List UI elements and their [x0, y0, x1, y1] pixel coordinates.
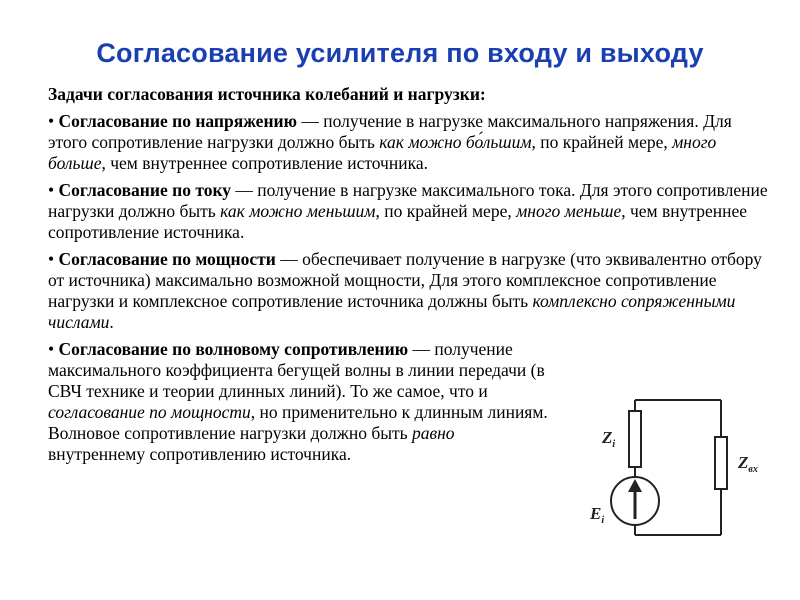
bullet-marker: •	[48, 111, 55, 131]
bullet-emphasis: согласование по мощности	[48, 402, 251, 422]
bullet-marker: •	[48, 249, 55, 269]
zi-label: $Z_i$	[602, 428, 616, 450]
bullet-marker: •	[48, 339, 55, 359]
bullet-emphasis: как можно меньшим	[220, 201, 376, 221]
bullet-term: Согласование по току	[58, 180, 232, 200]
bullet-text: , чем внутреннее сопротивление источника.	[101, 153, 428, 173]
bullet-text: , по крайней мере,	[531, 132, 673, 152]
bullet-term: Согласование по напряжению	[58, 111, 297, 131]
bullet-wave-impedance-matching	[48, 339, 548, 465]
bullet-text: — получение в нагрузке максимального напряжения. Для этого сопротивление нагрузки должно быть	[48, 111, 732, 152]
load-impedance-resistor	[715, 437, 727, 489]
bullet-current-matching	[48, 180, 768, 243]
bullet-voltage-matching	[48, 111, 768, 174]
bullet-marker: •	[48, 180, 55, 200]
slide-title: Согласование усилителя по входу и выходу	[96, 38, 704, 68]
bullet-text: , но применительно к длинным линиям. Волновое сопротивление нагрузки должно быть	[48, 402, 548, 443]
bullet-text: , по крайней мере,	[375, 201, 517, 221]
circuit-diagram	[588, 393, 778, 543]
bullet-text: — обеспечивает получение в нагрузке (что эквивалентно отбору от источника) максимально возможной мощности, Для этого комплексное сопротивление нагрузки и комплексное сопротивление источника должны быть	[48, 249, 762, 311]
source-impedance-resistor	[629, 411, 641, 467]
bullet-text: — получение максимального коэффициента бегущей волны в линии передачи (в СВЧ технике и теории длинных линий). То же самое, что и	[48, 339, 545, 401]
bullet-text: — получение в нагрузке максимального тока. Для этого сопротивление нагрузки должно быть	[48, 180, 768, 221]
bullet-text: внутреннему сопротивлению источника.	[48, 444, 352, 464]
bullet-text: .	[109, 312, 114, 332]
bullet-term: Согласование по мощности	[58, 249, 276, 269]
bullet-emphasis: комплексно сопряженными числами	[48, 291, 736, 332]
bullet-emphasis: много меньше	[516, 201, 622, 221]
bullet-emphasis: много больше	[48, 132, 717, 173]
bullet-emphasis: равно	[412, 423, 455, 443]
section-heading: Задачи согласования источника колебаний и нагрузки:	[48, 84, 486, 104]
ei-label: $E_i$	[590, 504, 605, 526]
bullet-text: , чем внутреннее сопротивление источника.	[48, 201, 748, 242]
zload-label: $Z_{вх}$	[738, 453, 758, 475]
bullet-emphasis: как можно бо́льшим	[379, 132, 532, 152]
bullet-power-matching	[48, 249, 768, 333]
bullet-term: Согласование по волновому сопротивлению	[58, 339, 409, 359]
